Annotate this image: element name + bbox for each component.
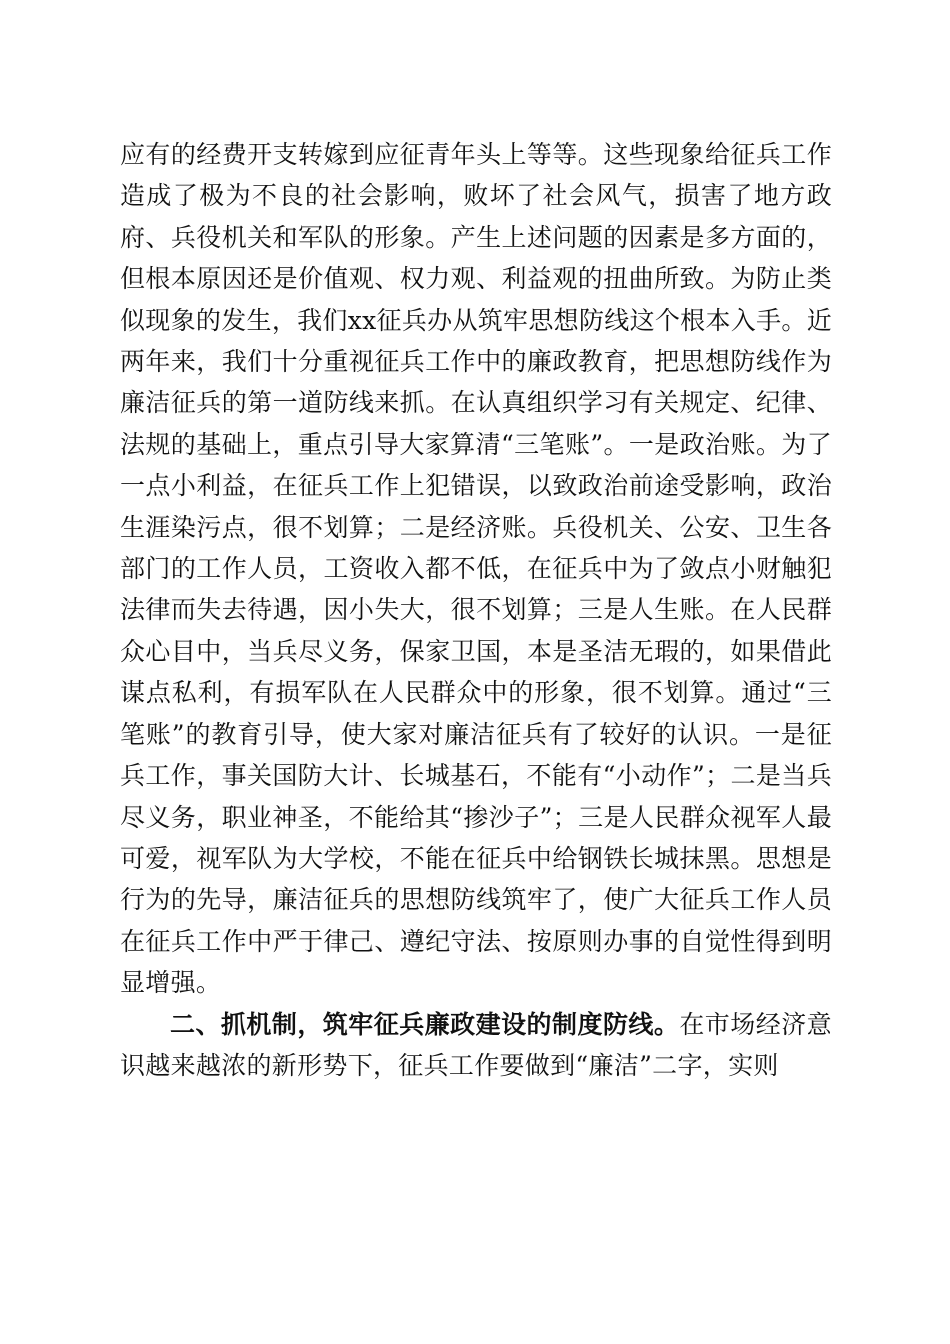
section-heading: 二、抓机制，筑牢征兵廉政建设的制度防线。 [170, 1009, 680, 1039]
paragraph-1: 应有的经费开支转嫁到应征青年头上等等。这些现象给征兵工作造成了极为不良的社会影响，败坏了社会风气，损害了地方政府、兵役机关和军队的形象。产生上述问题的因素是多方面的，但根本原因还是价值观、权力观、利益观的扭曲所致。为防止类似现象的发生，我们xx征兵办从筑牢思想防线这个根本入手。近两年来，我们十分重视征兵工作中的廉政教育，把思想防线作为廉洁征兵的第一道防线来抓。在认真组织学习有关规定、纪律、法规的基础上，重点引导大家算清“三笔账”。一是政治账。为了一点小利益，在征兵工作上犯错误，以致政治前途受影响，政治生涯染污点，很不划算；二是经济账。兵役机关、公安、卫生各部门的工作人员，工资收入都不低，在征兵中为了敛点小财触犯法律而失去待遇，因小失大，很不划算；三是人生账。在人民群众心目中，当兵尽义务，保家卫国，本是圣洁无瑕的，如果借此谋点私利，有损军队在人民群众中的形象，很不划算。通过“三笔账”的教育引导，使大家对廉洁征兵有了较好的认识。一是征兵工作，事关国防大计、长城基石，不能有“小动作”；二是当兵尽义务，职业神圣，不能给其“掺沙子”；三是人民群众视军人最可爱，视军队为大学校，不能在征兵中给钢铁长城抹黑。思想是行为的先导，廉洁征兵的思想防线筑牢了，使广大征兵工作人员在征兵工作中严于律己、遵纪守法、按原则办事的自觉性得到明显增强。 [120, 140, 832, 998]
paragraph-2-body: 在市场经济意识越来越浓的新形势下，征兵工作要做到“廉洁”二字，实则 [120, 1009, 832, 1080]
paragraph-2 [120, 1004, 832, 1087]
document-body [120, 134, 832, 1086]
